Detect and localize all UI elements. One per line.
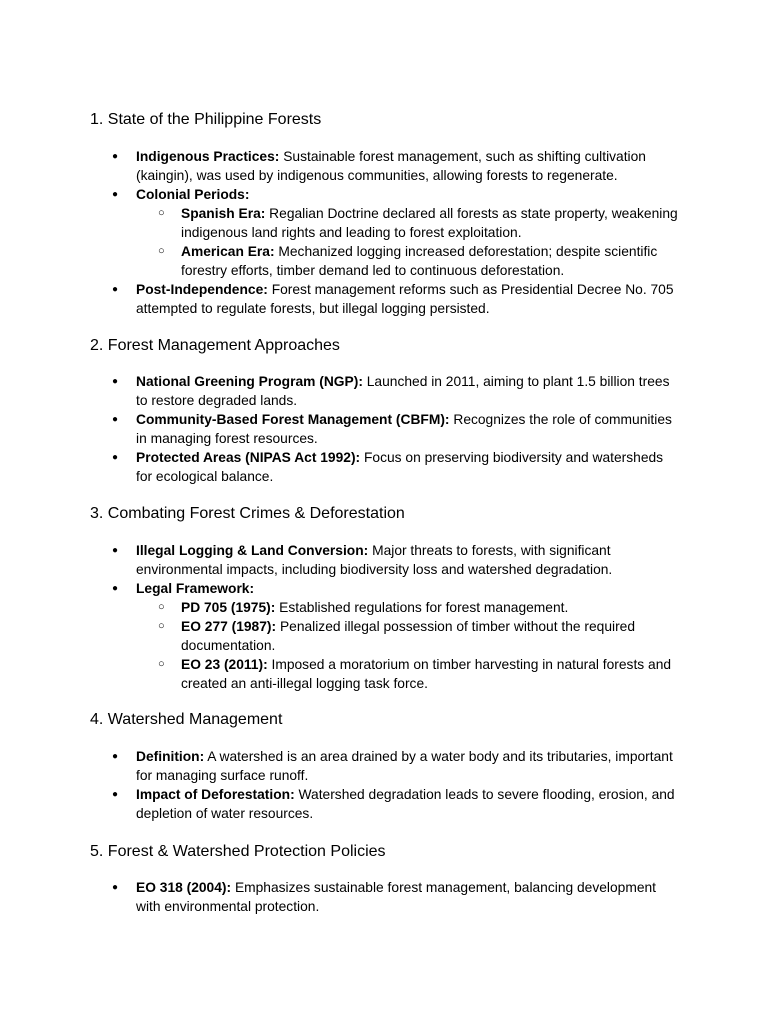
- sub-item-term: American Era:: [181, 244, 275, 259]
- section-3-list: [0, 541, 768, 693]
- item-term: Definition:: [136, 749, 205, 764]
- section-heading-3: 3. Combating Forest Crimes & Deforestation: [90, 505, 405, 522]
- sub-list-item: [136, 242, 681, 280]
- sub-item-text: Mechanized logging increased deforestation; despite scientific forestry efforts, timber demand led to continuous deforestation.: [181, 244, 658, 278]
- section-heading-5: 5. Forest & Watershed Protection Policies: [90, 843, 386, 860]
- sub-item-text: Penalized illegal possession of timber without the required documentation.: [181, 619, 636, 653]
- section-4-list: [0, 747, 768, 823]
- item-term: Post-Independence:: [136, 282, 268, 297]
- item-text: Watershed degradation leads to severe flooding, erosion, and depletion of water resources.: [136, 787, 675, 821]
- list-item: [0, 147, 681, 185]
- sub-list-item: [136, 204, 681, 242]
- sub-item-text: Established regulations for forest management.: [275, 600, 569, 615]
- list-item: [0, 448, 681, 486]
- list-item: [0, 579, 681, 693]
- item-term: Colonial Periods:: [136, 187, 250, 202]
- item-text: A watershed is an area drained by a water body and its tributaries, important for managing surface runoff.: [136, 749, 673, 783]
- sub-item-text: Regalian Doctrine declared all forests as state property, weakening indigenous land rights and leading to forest exploitation.: [181, 206, 678, 240]
- item-term: Impact of Deforestation:: [136, 787, 295, 802]
- list-item: [0, 410, 681, 448]
- item-term: EO 318 (2004):: [136, 880, 232, 895]
- sub-list: [136, 598, 681, 693]
- item-text: Forest management reforms such as Presidential Decree No. 705 attempted to regulate forests, but illegal logging persisted.: [136, 282, 674, 316]
- item-text: Major threats to forests, with significant environmental impacts, including biodiversity loss and watershed degradation.: [136, 543, 613, 577]
- section-heading-1: 1. State of the Philippine Forests: [90, 111, 322, 128]
- sub-list-item: [136, 617, 681, 655]
- item-text: Focus on preserving biodiversity and watersheds for ecological balance.: [136, 450, 664, 484]
- item-text: Launched in 2011, aiming to plant 1.5 billion trees to restore degraded lands.: [136, 374, 670, 408]
- list-item: [0, 747, 681, 785]
- sub-item-text: Imposed a moratorium on timber harvesting in natural forests and created an anti-illegal logging task force.: [181, 657, 672, 691]
- item-term: Indigenous Practices:: [136, 149, 280, 164]
- section-1-list: [0, 147, 768, 318]
- item-text: Emphasizes sustainable forest management, balancing development with environmental protection.: [136, 880, 656, 914]
- sub-item-term: EO 23 (2011):: [181, 657, 268, 672]
- item-text: Recognizes the role of communities in managing forest resources.: [136, 412, 672, 446]
- list-item: [0, 372, 681, 410]
- list-item: [0, 785, 681, 823]
- item-term: National Greening Program (NGP):: [136, 374, 363, 389]
- item-term: Protected Areas (NIPAS Act 1992):: [136, 450, 361, 465]
- sub-item-term: PD 705 (1975):: [181, 600, 276, 615]
- section-2-list: [0, 372, 768, 486]
- list-item: [0, 185, 681, 280]
- list-item: [0, 541, 681, 579]
- section-heading-2: 2. Forest Management Approaches: [90, 337, 340, 354]
- item-term: Legal Framework:: [136, 581, 255, 596]
- item-term: Illegal Logging & Land Conversion:: [136, 543, 369, 558]
- list-item: [0, 280, 681, 318]
- sub-item-term: Spanish Era:: [181, 206, 266, 221]
- sub-list-item: [136, 598, 681, 617]
- sub-list-item: [136, 655, 681, 693]
- section-5-list: [0, 878, 768, 916]
- item-text: Sustainable forest management, such as shifting cultivation (kaingin), was used by indigenous communities, allowing forests to regenerate.: [136, 149, 646, 183]
- section-heading-4: 4. Watershed Management: [90, 711, 283, 728]
- list-item: [0, 878, 681, 916]
- item-term: Community-Based Forest Management (CBFM):: [136, 412, 450, 427]
- sub-item-term: EO 277 (1987):: [181, 619, 277, 634]
- sub-list: [136, 204, 681, 280]
